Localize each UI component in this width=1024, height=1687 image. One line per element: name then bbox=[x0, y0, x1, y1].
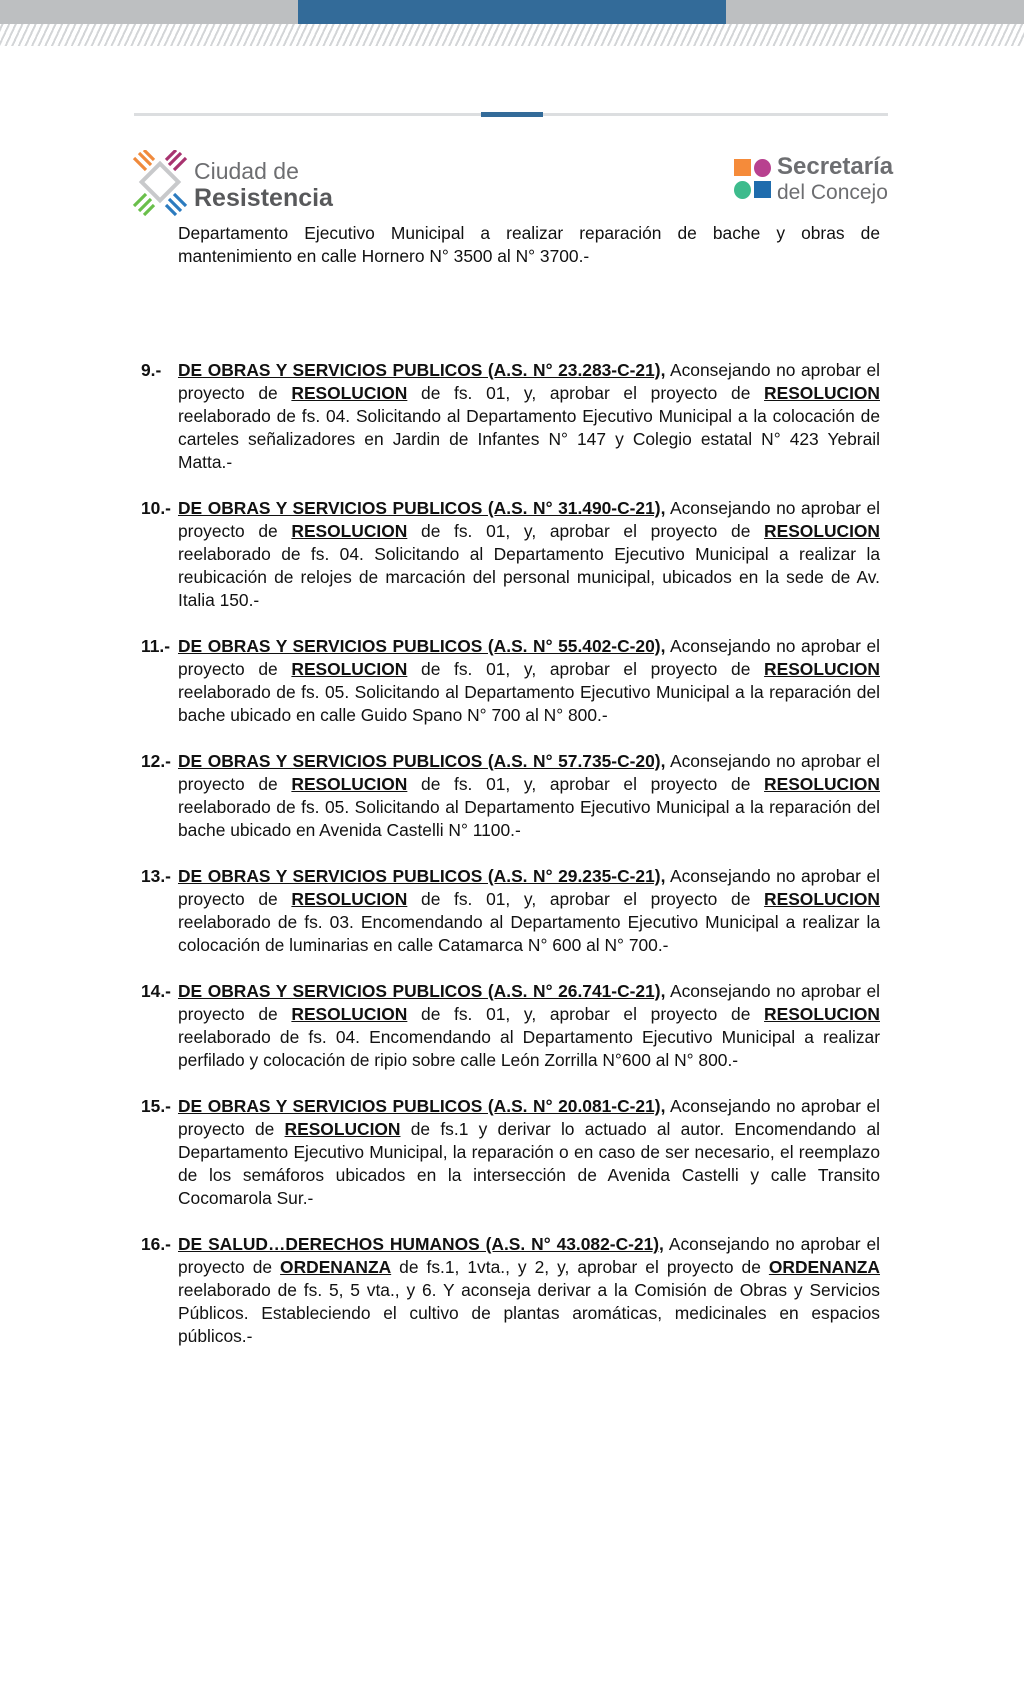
item-keyword: RESOLUCION bbox=[291, 774, 408, 794]
item-committee: DE OBRAS Y SERVICIOS PUBLICOS (A.S. N° 23.283-C-21), bbox=[178, 360, 666, 380]
item-text: Aconsejando no aprobar el proyecto de bbox=[178, 1234, 880, 1277]
green-circle-icon bbox=[734, 181, 751, 199]
item-text: de fs.1 y derivar lo actuado al autor. Encomendando al Departamento Ejecutivo Municipal, la reparación o en caso de ser necesario, el reemplazo de los semáforos ubicados en la intersección de Avenida Castelli y calle Transito Cocomarola Sur.- bbox=[178, 1119, 881, 1208]
item-text: Aconsejando no aprobar el proyecto de bbox=[178, 636, 880, 679]
item-keyword: RESOLUCION bbox=[291, 521, 408, 541]
item-text: de fs. 01, y, aprobar el proyecto de bbox=[407, 889, 765, 909]
agenda-item bbox=[141, 865, 880, 957]
item-number: 10.- bbox=[141, 498, 171, 518]
item-text: de fs. 01, y, aprobar el proyecto de bbox=[407, 774, 765, 794]
agenda-item bbox=[141, 1095, 881, 1210]
item-keyword: ORDENANZA bbox=[280, 1257, 392, 1277]
logo-right-line1: Secretaría bbox=[777, 153, 894, 180]
secretaria-del-concejo-logo bbox=[732, 155, 902, 211]
item-text: de fs. 01, y, aprobar el proyecto de bbox=[407, 659, 765, 679]
agenda-item bbox=[141, 635, 880, 727]
item-keyword: RESOLUCION bbox=[764, 1004, 880, 1024]
item-committee: DE SALUD…DERECHOS HUMANOS (A.S. N° 43.082-C-21), bbox=[178, 1234, 664, 1254]
item-keyword: RESOLUCION bbox=[764, 889, 880, 909]
item-text: reelaborado de fs. 04. Encomendando al Departamento Ejecutivo Municipal a realizar perfilado y colocación de ripio sobre calle León Zorrilla N°600 al N° 800.- bbox=[178, 1027, 880, 1070]
item-number: 12.- bbox=[141, 751, 171, 771]
item-text: Aconsejando no aprobar el proyecto de bbox=[178, 1096, 880, 1139]
item-text: reelaborado de fs. 03. Encomendando al Departamento Ejecutivo Municipal a realizar la colocación de luminarias en calle Catamarca N° 600 al N° 700.- bbox=[178, 912, 880, 955]
item-keyword: RESOLUCION bbox=[764, 659, 880, 679]
item-number: 9.- bbox=[141, 360, 162, 380]
item-committee: DE OBRAS Y SERVICIOS PUBLICOS (A.S. N° 55.402-C-20), bbox=[178, 636, 666, 656]
magenta-circle-icon bbox=[754, 159, 771, 177]
item-keyword: RESOLUCION bbox=[291, 889, 408, 909]
resistencia-emblem-icon bbox=[132, 150, 188, 222]
item-text: reelaborado de fs. 05. Solicitando al Departamento Ejecutivo Municipal a la reparación del bache ubicado en calle Guido Spano N° 700 al N° 800.- bbox=[178, 682, 880, 725]
item-keyword: RESOLUCION bbox=[291, 1004, 408, 1024]
item-number: 13.- bbox=[141, 866, 171, 886]
item-text: de fs. 01, y, aprobar el proyecto de bbox=[407, 1004, 765, 1024]
item-text: Aconsejando no aprobar el proyecto de bbox=[178, 981, 880, 1024]
item-text: Aconsejando no aprobar el proyecto de bbox=[178, 498, 880, 541]
item-text: Aconsejando no aprobar el proyecto de bbox=[178, 360, 880, 403]
blue-square-icon bbox=[754, 181, 771, 198]
item-text: reelaborado de fs. 5, 5 vta., y 6. Y aconseja derivar a la Comisión de Obras y Servicios Públicos. Estableciendo el cultivo de plantas aromáticas, medicinales en espacios públicos.- bbox=[178, 1280, 880, 1346]
item-text: reelaborado de fs. 05. Solicitando al Departamento Ejecutivo Municipal a la reparación del bache ubicado en Avenida Castelli N° 1100.- bbox=[178, 797, 880, 840]
item-text: de fs. 01, y, aprobar el proyecto de bbox=[407, 521, 765, 541]
item-keyword: RESOLUCION bbox=[291, 659, 408, 679]
item-number: 14.- bbox=[141, 981, 171, 1001]
agenda-item bbox=[141, 359, 880, 474]
item-text: Aconsejando no aprobar el proyecto de bbox=[178, 866, 880, 909]
intro-paragraph: Departamento Ejecutivo Municipal a realizar reparación de bache y obras de mantenimiento en calle Hornero N° 3500 al N° 3700.- bbox=[178, 223, 880, 266]
item-text: reelaborado de fs. 04. Solicitando al Departamento Ejecutivo Municipal a realizar la reubicación de relojes de marcación del personal municipal, ubicados en la sede de Av. Italia 150.- bbox=[178, 544, 880, 610]
item-committee: DE OBRAS Y SERVICIOS PUBLICOS (A.S. N° 29.235-C-21), bbox=[178, 866, 666, 886]
item-committee: DE OBRAS Y SERVICIOS PUBLICOS (A.S. N° 20.081-C-21), bbox=[178, 1096, 666, 1116]
logo-right-line2: del Concejo bbox=[777, 181, 888, 204]
item-keyword: ORDENANZA bbox=[768, 1257, 880, 1277]
header-bar-accent bbox=[298, 0, 726, 24]
item-number: 15.- bbox=[141, 1096, 171, 1116]
item-committee: DE OBRAS Y SERVICIOS PUBLICOS (A.S. N° 31.490-C-21), bbox=[178, 498, 666, 518]
agenda-item bbox=[141, 750, 880, 842]
item-text: Aconsejando no aprobar el proyecto de bbox=[178, 751, 880, 794]
item-text: de fs. 01, y, aprobar el proyecto de bbox=[407, 383, 765, 403]
item-number: 11.- bbox=[141, 636, 171, 656]
item-number: 16.- bbox=[141, 1234, 171, 1254]
item-keyword: RESOLUCION bbox=[764, 774, 880, 794]
logo-left-line1: Ciudad de bbox=[194, 158, 299, 184]
item-text: reelaborado de fs. 04. Solicitando al Departamento Ejecutivo Municipal a la colocación de carteles señalizadores en Jardin de Infantes N° 147 y Colegio estatal N° 423 Yebrail Matta.- bbox=[178, 406, 880, 472]
header-divider-accent bbox=[481, 112, 543, 117]
item-committee: DE OBRAS Y SERVICIOS PUBLICOS (A.S. N° 57.735-C-20), bbox=[178, 751, 666, 771]
orange-square-icon bbox=[734, 159, 751, 176]
item-text: de fs.1, 1vta., y 2, y, aprobar el proyecto de bbox=[391, 1257, 769, 1277]
item-committee: DE OBRAS Y SERVICIOS PUBLICOS (A.S. N° 26.741-C-21), bbox=[178, 981, 666, 1001]
header-hatch-pattern bbox=[0, 24, 1024, 46]
agenda-item bbox=[141, 1233, 880, 1348]
agenda-item bbox=[141, 980, 880, 1072]
document-body bbox=[141, 222, 881, 1348]
logo-left-line2: Resistencia bbox=[194, 184, 333, 212]
agenda-item bbox=[141, 497, 880, 612]
item-keyword: RESOLUCION bbox=[284, 1119, 401, 1139]
item-keyword: RESOLUCION bbox=[291, 383, 408, 403]
item-keyword: RESOLUCION bbox=[764, 383, 880, 403]
item-keyword: RESOLUCION bbox=[764, 521, 880, 541]
ciudad-de-resistencia-logo bbox=[132, 150, 342, 222]
